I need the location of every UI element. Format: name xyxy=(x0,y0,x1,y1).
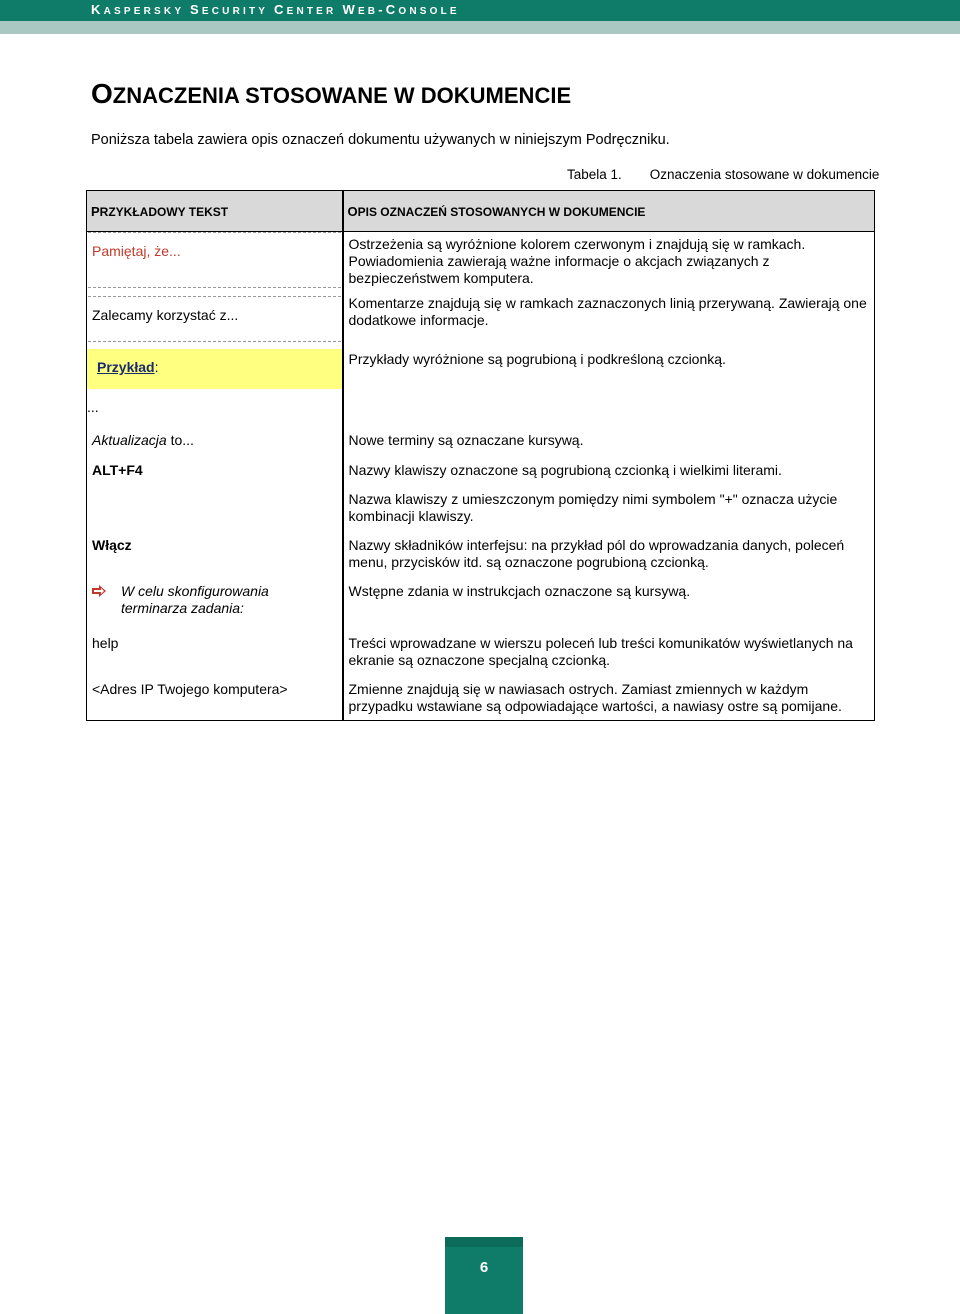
table-row xyxy=(87,291,875,345)
procedure-example xyxy=(92,583,337,617)
header-description: OPIS OZNACZEŃ STOSOWANYCH W DOKUMENCIE xyxy=(343,191,875,232)
right-arrow-icon xyxy=(92,585,106,597)
conventions-table xyxy=(86,190,875,721)
table-cell xyxy=(87,528,343,574)
caption-label: Tabela 1. xyxy=(567,167,622,182)
header-title: KASPERSKY SECURITY CENTER WEB-CONSOLE xyxy=(91,2,460,17)
page-number-block xyxy=(445,1237,523,1314)
term-example: Aktualizacja xyxy=(92,432,167,448)
table-cell: Aktualizacja to... xyxy=(87,432,343,452)
table-row xyxy=(87,626,875,672)
table-row xyxy=(87,232,875,292)
table-cell: Zmienne znajdują się w nawiasach ostrych. Zamiast zmiennych w każdym przypadku wstawiane są odpowiadające wartości, a nawiasy ostre są pomijane. xyxy=(343,672,875,721)
table-cell: Nowe terminy są oznaczane kursywą. xyxy=(343,432,875,452)
table-cell xyxy=(87,345,343,432)
note-example: Zalecamy korzystać z... xyxy=(92,307,239,323)
table-cell xyxy=(87,482,343,528)
table-cell: Wstępne zdania w instrukcjach oznaczone są kursywą. xyxy=(343,574,875,626)
table-caption xyxy=(567,166,879,183)
table-cell xyxy=(87,232,343,292)
page-title: OZNACZENIA STOSOWANE W DOKUMENCIE xyxy=(91,78,572,109)
page-number-stripe xyxy=(445,1237,523,1247)
table-cell: Nazwa klawiszy z umieszczonym pomiędzy nimi symbolem "+" oznacza użycie kombinacji klawiszy. xyxy=(343,482,875,528)
procedure-text: W celu skonfigurowania terminarza zadania: xyxy=(121,583,269,616)
table-cell: Nazwy klawiszy oznaczone są pogrubioną czcionką i wielkimi literami. xyxy=(343,452,875,482)
table-cell: Treści wprowadzane w wierszu poleceń lub treści komunikatów wyświetlanych na ekranie są oznaczone specjalną czcionką. xyxy=(343,626,875,672)
table-cell xyxy=(87,291,343,345)
table-cell xyxy=(87,452,343,482)
table-cell: Ostrzeżenia są wyróżnione kolorem czerwonym i znajdują się w ramkach. Powiadomienia zawierają ważne informacje o akcjach związanych z bezpieczeństwem komputera. xyxy=(343,232,875,292)
example-box xyxy=(87,349,343,389)
header-bar xyxy=(0,0,960,21)
warning-example: Pamiętaj, że... xyxy=(92,243,181,259)
table-cell: Nazwy składników interfejsu: na przykład pól do wprowadzania danych, poleceń menu, przycisków itd. są oznaczone pogrubioną czcionką. xyxy=(343,528,875,574)
page-number: 6 xyxy=(479,1259,489,1276)
table-row xyxy=(87,345,875,432)
warning-box xyxy=(88,232,341,288)
command-example: help xyxy=(92,635,119,651)
header-example-text: PRZYKŁADOWY TEKST xyxy=(87,191,343,232)
table-row xyxy=(87,574,875,626)
caption-text: Oznaczenia stosowane w dokumencie xyxy=(649,167,880,182)
header-sub-stripe xyxy=(0,21,960,34)
note-box xyxy=(88,296,341,342)
key-example: ALT+F4 xyxy=(92,462,143,478)
example-continuation: ... xyxy=(87,399,99,415)
table-cell: Komentarze znajdują się w ramkach zaznaczonych linią przerywaną. Zawierają one dodatkowe informacje. xyxy=(343,291,875,345)
table-cell xyxy=(87,574,343,626)
table-row xyxy=(87,482,875,528)
example-colon: : xyxy=(154,359,159,375)
table-row xyxy=(87,528,875,574)
intro-paragraph: Poniższa tabela zawiera opis oznaczeń dokumentu używanych w niniejszym Podręczniku. xyxy=(91,132,670,148)
table-row xyxy=(87,432,875,452)
table-cell xyxy=(87,626,343,672)
ui-element-example: Włącz xyxy=(92,537,132,553)
table-header-row xyxy=(87,191,875,232)
table-row xyxy=(87,452,875,482)
table-row xyxy=(87,672,875,721)
table-cell: <Adres IP Twojego komputera> xyxy=(87,672,343,721)
table-cell: Przykłady wyróżnione są pogrubioną i podkreśloną czcionką. xyxy=(343,345,875,432)
example-label: Przykład xyxy=(97,359,155,375)
